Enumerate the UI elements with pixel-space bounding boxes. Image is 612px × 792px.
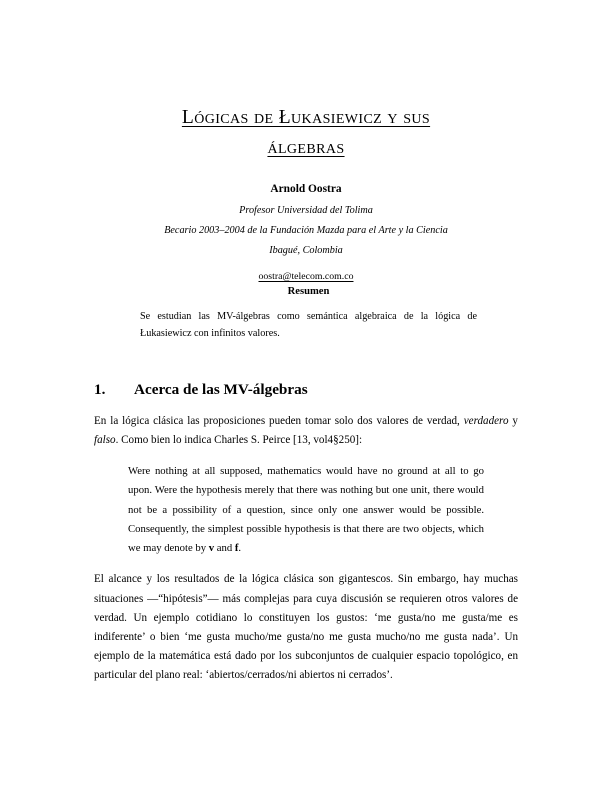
author-email-link[interactable]: oostra@telecom.com.co — [258, 271, 354, 283]
paragraph-examples: El alcance y los resultados de la lógica clásica son gigantescos. Sin embargo, hay muchas situaciones —“hipótesis”— más complejas para cuya discusión se requieren otros valores de verdad. Un ejemplo cotidiano lo constituyen los gustos: ‘me gusta/no me gusta/me es indiferente’ o bien ‘me gusta mucho/me gusta/no me gusta mucho/no me gusta nada’. Un ejemplo de la matemática está dado por los subconjuntos de cualquier espacio topológico, en particular del plano real: ‘abiertos/cerrados/ni abiertos ni cerrados’. — [94, 573, 518, 681]
abstract-text: Se estudian las MV-álgebras como semántica algebraica de la lógica de Łukasiewicz con infinitos valores. — [140, 311, 477, 339]
quote-conj: and — [214, 542, 235, 555]
paragraph-intro-part-c: . Como bien lo indica Charles S. Peirce [13, vol4§250]: — [115, 434, 363, 447]
section-title: Acerca de las MV-álgebras — [134, 381, 308, 398]
abstract-block — [140, 286, 477, 342]
term-verdadero: verdadero — [463, 415, 509, 427]
abstract-heading: Resumen — [287, 286, 330, 297]
author-affiliation: Profesor Universidad del Tolima — [239, 205, 373, 217]
paragraph-intro-part-a: En la lógica clásica las proposiciones pueden tomar solo dos valores de verdad, — [94, 415, 464, 427]
paragraph-intro-conj: y — [508, 415, 518, 427]
body-content — [94, 412, 518, 697]
symbol-f: f — [234, 542, 239, 555]
page-title-line-2: álgebras — [267, 137, 345, 159]
quote-part-c: . — [238, 542, 242, 555]
author-block — [94, 180, 518, 288]
page-title-line-1: Lógicas de Łukasiewicz y sus — [181, 107, 431, 128]
author-grant: Becario 2003–2004 de la Fundación Mazda para el Arte y la Ciencia — [164, 224, 448, 236]
page-title — [94, 104, 518, 163]
title-block — [94, 104, 518, 163]
quote-part-a: Were nothing at all supposed, mathematics would have no ground at all to go upon. Were the hypothesis merely that there was nothing but one unit, there would not be a possibility of a question, since only one answer would be possible. Consequently, the simplest possible hypothesis is that there are two objects, which we may denote by — [128, 465, 484, 555]
symbol-v: v — [208, 542, 215, 555]
author-location: Ibagué, Colombia — [269, 244, 343, 256]
term-falso: falso — [94, 434, 116, 447]
section-number: 1. — [94, 381, 106, 398]
peirce-quotation — [94, 462, 518, 558]
peirce-quotation-text — [128, 462, 484, 558]
paragraph-intro — [94, 412, 518, 450]
author-name: Arnold Oostra — [270, 183, 342, 195]
section-heading — [94, 381, 518, 399]
